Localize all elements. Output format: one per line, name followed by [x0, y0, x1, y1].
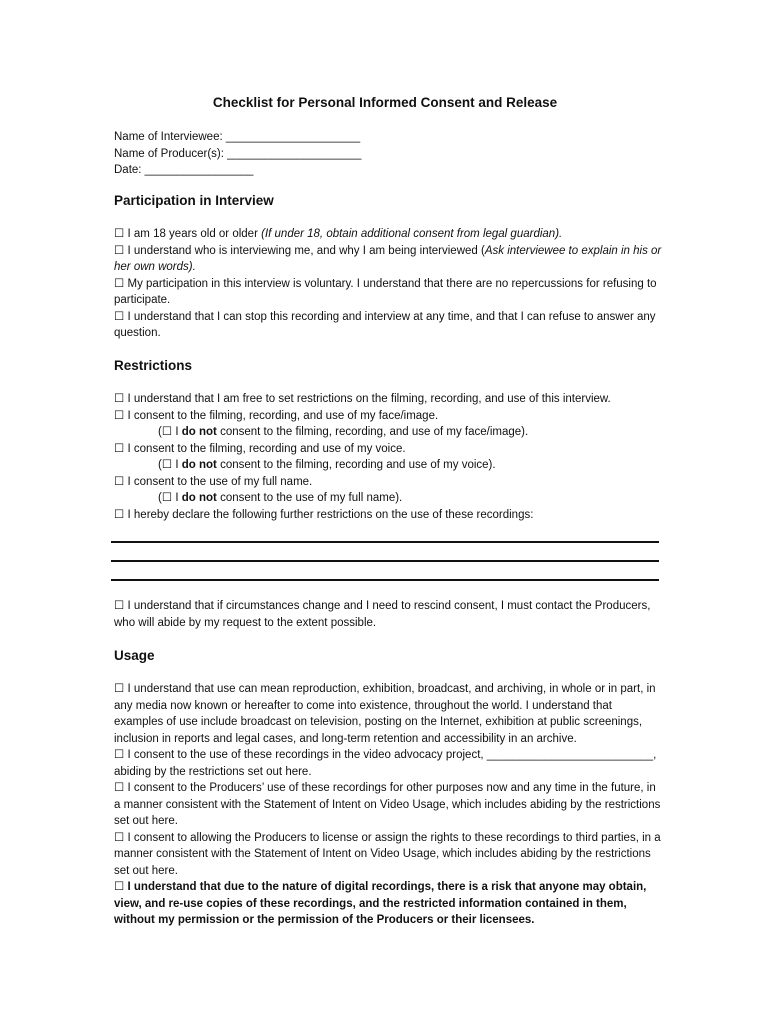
- checkbox-icon[interactable]: ☐: [114, 600, 125, 612]
- document-title: Checklist for Personal Informed Consent and Release: [212, 95, 558, 110]
- restriction-line-3[interactable]: [111, 579, 659, 581]
- checkbox-item-age[interactable]: ☐ I am 18 years old or older (If under 18, obtain additional consent from legal guardian).: [114, 228, 563, 240]
- participation-heading: Participation in Interview: [114, 193, 274, 208]
- restriction-line-1[interactable]: [111, 541, 659, 543]
- restrictions-section: [114, 391, 662, 523]
- checkbox-icon[interactable]: ☐: [114, 508, 125, 521]
- checkbox-icon[interactable]: ☐: [114, 831, 125, 844]
- checkbox-icon[interactable]: ☐: [114, 683, 125, 695]
- checkbox-icon[interactable]: ☐: [161, 459, 173, 471]
- checkbox-icon[interactable]: ☐: [114, 277, 125, 290]
- restrictions-heading: Restrictions: [114, 358, 193, 373]
- checkbox-icon[interactable]: ☐: [161, 492, 173, 504]
- checkbox-item-face-no[interactable]: (☐ I do not consent to the filming, recording, and use of my face/image).: [158, 426, 529, 438]
- checkbox-icon[interactable]: ☐: [114, 749, 125, 761]
- checkbox-icon[interactable]: ☐: [114, 782, 125, 794]
- checkbox-item-free[interactable]: ☐ I understand that I am free to set restrictions on the filming, recording, and use of this interview.: [114, 393, 611, 405]
- checkbox-icon[interactable]: ☐: [114, 881, 125, 893]
- producer-name-field[interactable]: Name of Producer(s): _____________________: [114, 147, 362, 160]
- interviewee-name-field[interactable]: Name of Interviewee: _____________________: [114, 131, 361, 143]
- checkbox-item-license[interactable]: ☐ I consent to allowing the Producers to license or assign the rights to these recordings to third parties, in a manner consistent with the Statement of Intent on Video Usage, which includes abiding by the restrictions set out here.: [114, 831, 661, 877]
- checkbox-icon[interactable]: ☐: [114, 442, 125, 455]
- rescind-section: [114, 598, 662, 631]
- checkbox-icon[interactable]: ☐: [114, 310, 125, 323]
- checkbox-item-face[interactable]: ☐ I consent to the filming, recording, and use of my face/image.: [114, 409, 439, 422]
- checkbox-item-name[interactable]: ☐ I consent to the use of my full name.: [114, 475, 313, 488]
- checkbox-item-declare[interactable]: ☐ I hereby declare the following further restrictions on the use of these recordings:: [114, 508, 534, 521]
- checkbox-icon[interactable]: ☐: [114, 228, 125, 240]
- checkbox-item-voice[interactable]: ☐ I consent to the filming, recording and use of my voice.: [114, 442, 406, 455]
- checkbox-item-who[interactable]: ☐ I understand who is interviewing me, and why I am being interviewed (Ask interviewee to explain in his or her own words).: [114, 244, 662, 273]
- checkbox-item-voice-no[interactable]: (☐ I do not consent to the filming, recording and use of my voice).: [158, 459, 496, 471]
- usage-heading: Usage: [114, 648, 155, 663]
- checkbox-icon[interactable]: ☐: [114, 475, 125, 488]
- checkbox-item-rescind[interactable]: ☐ I understand that if circumstances change and I need to rescind consent, I must contact the Producers, who will abide by my request to the extent possible.: [114, 600, 651, 629]
- checkbox-item-risk[interactable]: ☐ I understand that due to the nature of digital recordings, there is a risk that anyone may obtain, view, and re-use copies of these recordings, and the restricted information contained in them, without my permission or the permission of the Producers or their licensees.: [114, 881, 647, 926]
- participation-section: [114, 226, 662, 342]
- checkbox-icon[interactable]: ☐: [114, 244, 125, 257]
- checkbox-item-voluntary[interactable]: ☐ My participation in this interview is voluntary. I understand that there are no repercussions for refusing to participate.: [114, 277, 657, 306]
- checkbox-item-stop[interactable]: ☐ I understand that I can stop this recording and interview at any time, and that I can refuse to answer any question.: [114, 310, 656, 339]
- usage-section: [114, 681, 662, 929]
- date-field[interactable]: Date: _________________: [114, 164, 254, 176]
- checkbox-item-producers-use[interactable]: ☐ I consent to the Producers’ use of these recordings for other purposes now and any time in the future, in a manner consistent with the Statement of Intent on Video Usage, which includes abiding by the restrictions set out here.: [114, 782, 661, 827]
- header-fields: [114, 129, 361, 179]
- checkbox-item-name-no[interactable]: (☐ I do not consent to the use of my full name).: [158, 492, 403, 504]
- checkbox-icon[interactable]: ☐: [114, 409, 125, 422]
- checkbox-icon[interactable]: ☐: [161, 426, 173, 438]
- checkbox-item-video-project[interactable]: ☐ I consent to the use of these recordings in the video advocacy project, __________________________, abiding by the restrictions set out here.: [114, 749, 657, 778]
- checkbox-icon[interactable]: ☐: [114, 393, 125, 405]
- restriction-line-2[interactable]: [111, 560, 659, 562]
- checkbox-item-use-meaning[interactable]: ☐ I understand that use can mean reproduction, exhibition, broadcast, and archiving, in whole or in part, in any media now known or hereafter to come into existence, throughout the world. I understand that examples of use include broadcast on television, posting on the Internet, exhibition at public screenings, inclusion in reports and legal cases, and long-term retention and accessibility in an archive.: [114, 683, 656, 745]
